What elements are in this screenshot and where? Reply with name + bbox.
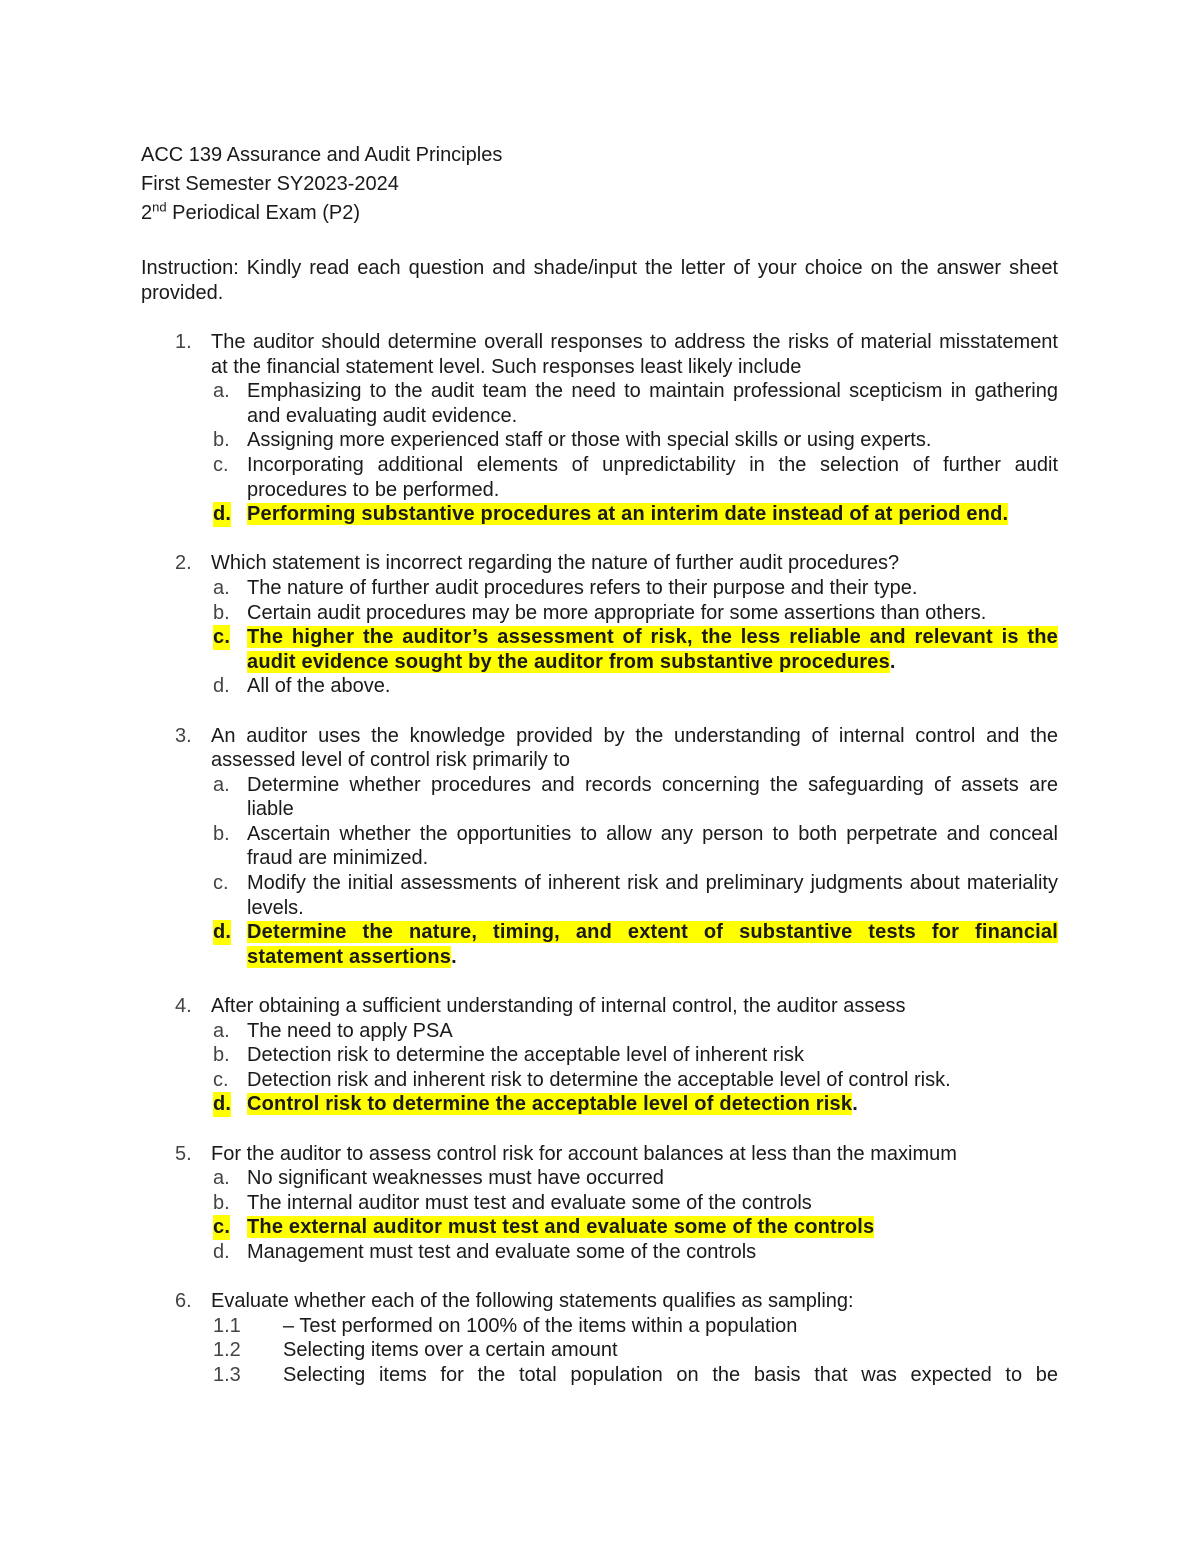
- sub-item-1-1: 1.1 – Test performed on 100% of the items within a population: [213, 1314, 798, 1337]
- option-c-answer: c. The higher the auditor’s assessment of risk, the less reliable and relevant is the audit evidence sought by the auditor from substantive procedures.: [213, 626, 1058, 673]
- question-number: 3.: [175, 724, 192, 747]
- sub-item-1-3: 1.3 Selecting items for the total population on the basis that was expected to be: [213, 1363, 1058, 1386]
- question-number: 1.: [175, 331, 192, 353]
- sub-item-1-2: 1.2 Selecting items over a certain amount: [213, 1339, 618, 1362]
- question-1: [141, 330, 1058, 527]
- question-text: Which statement is incorrect regarding the nature of further audit procedures?: [211, 552, 900, 575]
- option-b: b. Certain audit procedures may be more appropriate for some assertions than others.: [213, 601, 987, 624]
- exam-header: [141, 141, 1061, 228]
- option-a: a. No significant weaknesses must have occurred: [213, 1167, 664, 1190]
- option-c: c. Detection risk and inherent risk to determine the acceptable level of control risk.: [213, 1068, 951, 1091]
- option-d: d. Management must test and evaluate some of the controls: [213, 1240, 757, 1263]
- option-a: a. The nature of further audit procedures refers to their purpose and their type.: [213, 576, 918, 599]
- option-d-answer: d. Determine the nature, timing, and extent of substantive tests for financial statement assertions.: [213, 921, 1058, 968]
- course-title: ACC 139 Assurance and Audit Principles: [141, 144, 503, 166]
- question-5: [141, 1142, 1058, 1265]
- answer-highlight: The external auditor must test and evaluate some of the controls: [247, 1216, 875, 1239]
- question-text: The auditor should determine overall responses to address the risks of material misstatement at the financial statement level. Such responses least likely include: [211, 331, 1058, 378]
- question-2: [141, 551, 1058, 699]
- option-d-answer: d. Control risk to determine the acceptable level of detection risk.: [213, 1093, 858, 1116]
- question-6: [141, 1289, 1058, 1387]
- semester-line: First Semester SY2023-2024: [141, 173, 399, 195]
- question-3: [141, 724, 1058, 970]
- answer-highlight: Performing substantive procedures at an interim date instead of at period end.: [247, 503, 1009, 526]
- option-c: c. Incorporating additional elements of unpredictability in the selection of further audit procedures to be performed.: [213, 453, 1058, 501]
- option-d-answer: d. Performing substantive procedures at an interim date instead of at period end.: [213, 503, 1009, 526]
- option-c-answer: c. The external auditor must test and evaluate some of the controls: [213, 1216, 875, 1239]
- option-b: b. The internal auditor must test and evaluate some of the controls: [213, 1191, 812, 1214]
- answer-highlight: Determine the nature, timing, and extent of substantive tests for financial statement assertions: [247, 921, 1058, 968]
- instruction-text: Instruction: Kindly read each question and shade/input the letter of your choice on the answer sheet provided.: [141, 257, 1058, 304]
- exam-title: 2nd Periodical Exam (P2): [141, 199, 360, 224]
- question-text: An auditor uses the knowledge provided by the understanding of internal control and the assessed level of control risk primarily to: [211, 724, 1058, 772]
- question-number: 2.: [175, 552, 192, 575]
- option-b: b. Assigning more experienced staff or those with special skills or using experts.: [213, 429, 932, 452]
- option-a: a. Emphasizing to the audit team the need to maintain professional scepticism in gathering and evaluating audit evidence.: [213, 380, 1058, 427]
- question-number: 6.: [175, 1290, 192, 1313]
- option-b: b. Ascertain whether the opportunities to allow any person to both perpetrate and conceal fraud are minimized.: [213, 822, 1058, 870]
- option-d: d. All of the above.: [213, 675, 391, 698]
- question-number: 5.: [175, 1142, 192, 1165]
- question-list: [141, 330, 1058, 1412]
- question-text: After obtaining a sufficient understanding of internal control, the auditor assess: [211, 995, 906, 1018]
- option-c: c. Modify the initial assessments of inherent risk and preliminary judgments about materiality levels.: [213, 872, 1058, 919]
- question-text: For the auditor to assess control risk for account balances at less than the maximum: [211, 1142, 957, 1165]
- option-a: a. Determine whether procedures and records concerning the safeguarding of assets are liable: [213, 773, 1058, 821]
- answer-highlight: The higher the auditor’s assessment of risk, the less reliable and relevant is the audit evidence sought by the auditor from substantive procedures: [247, 626, 1058, 673]
- question-text: Evaluate whether each of the following statements qualifies as sampling:: [211, 1290, 854, 1313]
- question-4: [141, 994, 1058, 1117]
- answer-highlight: Control risk to determine the acceptable level of detection risk: [247, 1093, 853, 1116]
- option-b: b. Detection risk to determine the acceptable level of inherent risk: [213, 1044, 804, 1067]
- option-a: a. The need to apply PSA: [213, 1019, 453, 1042]
- question-number: 4.: [175, 995, 192, 1018]
